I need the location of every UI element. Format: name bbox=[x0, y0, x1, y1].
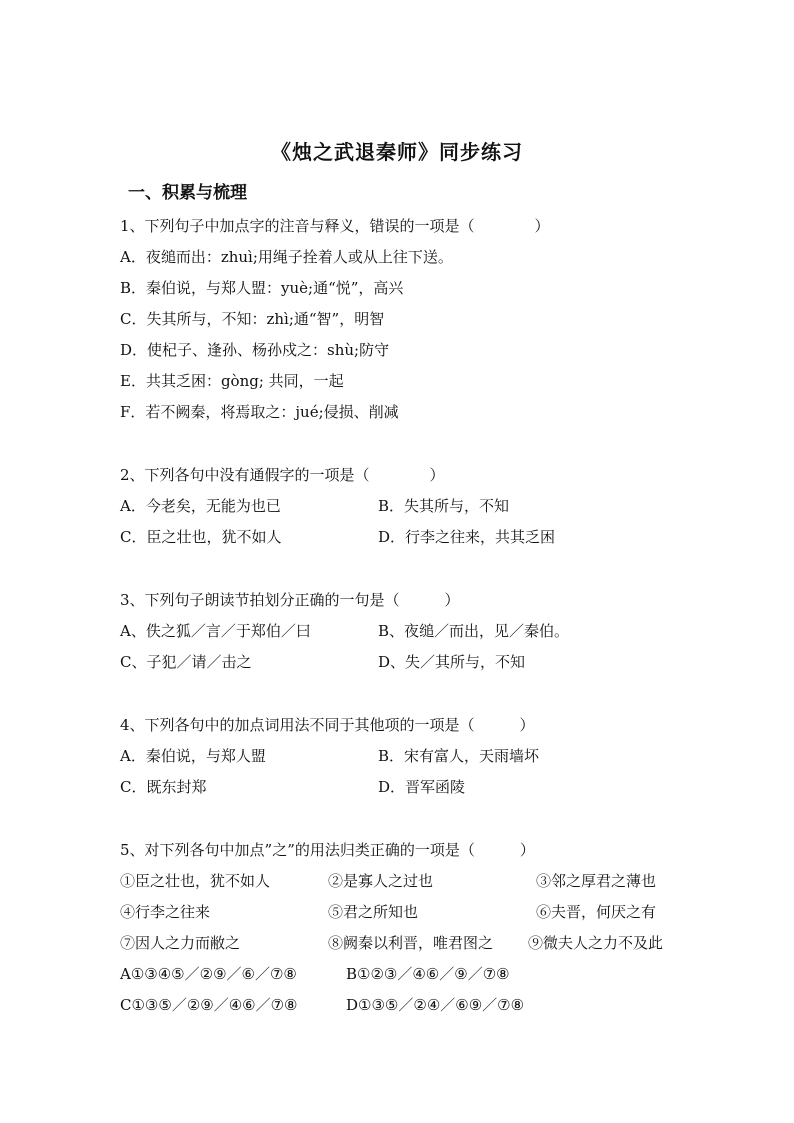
q4-option-b: B．宋有富人，天雨墙坏 bbox=[378, 747, 540, 765]
q5-item-5: ⑤君之所知也 bbox=[328, 903, 419, 921]
q5-option-d: D①③⑤／②④／⑥⑨／⑦⑧ bbox=[346, 996, 525, 1014]
q5-option-b: B①②③／④⑥／⑨／⑦⑧ bbox=[346, 965, 510, 983]
q5-item-3: ③邻之厚君之薄也 bbox=[536, 872, 657, 890]
q4-stem: 4、下列各句中的加点词用法不同于其他项的一项是（ ） bbox=[120, 716, 535, 734]
q1-stem: 1、下列句子中加点字的注音与释义，错误的一项是（ ） bbox=[120, 217, 550, 235]
section-heading: 一、积累与梳理 bbox=[128, 183, 247, 203]
q5-item-7: ⑦因人之力而敝之 bbox=[120, 934, 241, 952]
q5-item-4: ④行李之往来 bbox=[120, 903, 211, 921]
q5-item-9: ⑨微夫人之力不及此 bbox=[528, 934, 664, 952]
q5-item-6: ⑥夫晋，何厌之有 bbox=[536, 903, 657, 921]
q1-option-b: B．秦伯说，与郑人盟：yuè;通“悦”，高兴 bbox=[120, 279, 404, 297]
q5-item-8: ⑧阙秦以利晋，唯君图之 bbox=[328, 934, 494, 952]
q2-stem: 2、下列各句中没有通假字的一项是（ ） bbox=[120, 466, 445, 484]
q2-option-a: A．今老矣，无能为也已 bbox=[120, 497, 281, 515]
q1-option-c: C．失其所与，不知：zhì;通“智”，明智 bbox=[120, 310, 385, 328]
q3-option-b: B、夜缒／而出，见／秦伯。 bbox=[378, 622, 570, 640]
q1-option-d: D．使杞子、逢孙、杨孙戍之：shù;防守 bbox=[120, 341, 390, 359]
q5-item-1: ①臣之壮也，犹不如人 bbox=[120, 872, 271, 890]
q5-item-2: ②是寡人之过也 bbox=[328, 872, 434, 890]
q1-option-a: A．夜缒而出：zhuì;用绳子拴着人或从上往下送。 bbox=[120, 248, 453, 266]
q5-stem: 5、对下列各句中加点”之”的用法归类正确的一项是（ ） bbox=[120, 841, 535, 859]
q2-option-b: B．失其所与，不知 bbox=[378, 497, 510, 515]
q5-option-a: A①③④⑤／②⑨／⑥／⑦⑧ bbox=[120, 965, 297, 983]
q3-option-a: A、佚之狐／言／于郑伯／曰 bbox=[120, 622, 311, 640]
q4-option-a: A．秦伯说，与郑人盟 bbox=[120, 747, 266, 765]
q3-option-c: C、子犯／请／击之 bbox=[120, 653, 252, 671]
q3-stem: 3、下列句子朗读节拍划分正确的一句是（ ） bbox=[120, 591, 460, 609]
q2-option-c: C．臣之壮也，犹不如人 bbox=[120, 528, 282, 546]
q5-option-c: C①③⑤／②⑨／④⑥／⑦⑧ bbox=[120, 996, 298, 1014]
q2-option-d: D．行李之往来，共其乏困 bbox=[378, 528, 556, 546]
q3-option-d: D、失／其所与，不知 bbox=[378, 653, 526, 671]
q1-option-f: F．若不阙秦，将焉取之：jué;侵损、削减 bbox=[120, 403, 399, 421]
q1-option-e: E．共其乏困：gòng; 共同，一起 bbox=[120, 372, 344, 390]
page-title: 《烛之武退秦师》同步练习 bbox=[271, 140, 523, 164]
q4-option-c: C．既东封郑 bbox=[120, 778, 207, 796]
q4-option-d: D．晋军函陵 bbox=[378, 778, 466, 796]
